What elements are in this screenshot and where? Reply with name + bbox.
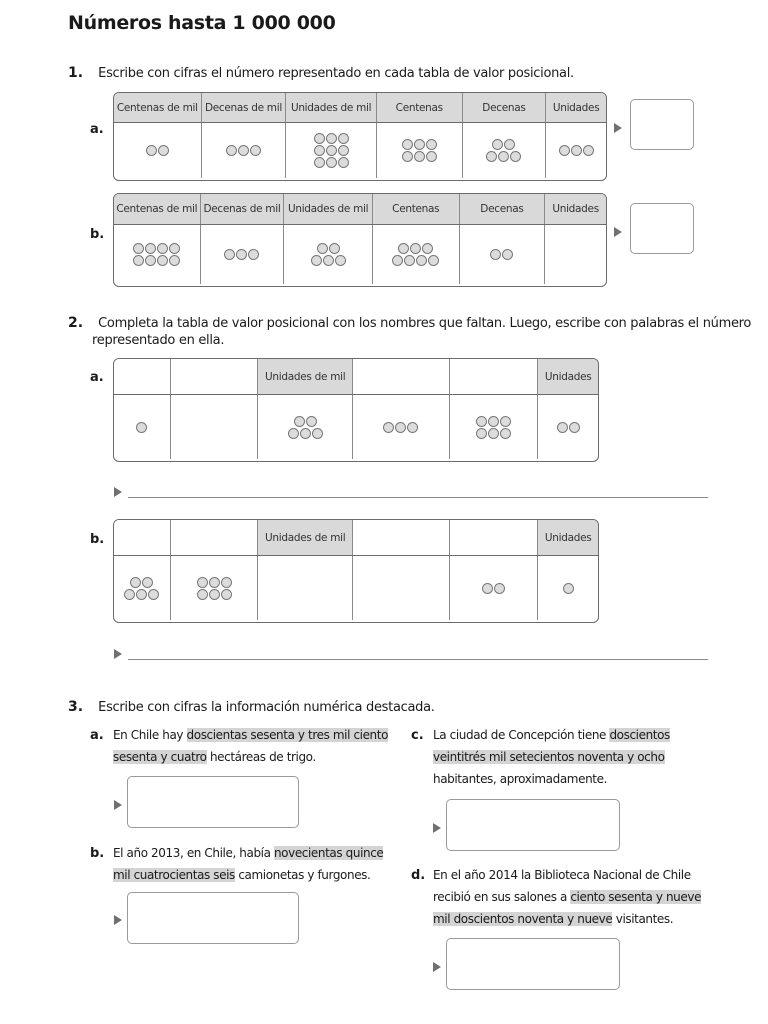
counter-dot <box>583 145 594 156</box>
counter-dot <box>169 255 180 266</box>
header-cell: Centenas <box>373 194 460 224</box>
counter-dot <box>426 139 437 150</box>
counter-group <box>311 243 346 266</box>
item-label: b. <box>90 846 105 861</box>
counter-dot <box>248 249 259 260</box>
header-cell: Unidades de mil <box>258 520 353 555</box>
counter-dot <box>238 145 249 156</box>
table-counter-row <box>114 395 598 459</box>
question-text: Completa la tabla de valor posicional con los nombres que faltan. Luego, escribe con palabras el número <box>98 316 752 331</box>
counter-dot <box>428 255 439 266</box>
item-label: a. <box>90 122 104 137</box>
counter-dot <box>326 145 337 156</box>
header-blank-cell[interactable] <box>353 359 450 394</box>
counter-dot <box>311 255 322 266</box>
counter-cell <box>545 225 606 284</box>
counter-dot <box>130 577 141 588</box>
item-label: b. <box>90 532 105 547</box>
counter-group <box>490 249 513 260</box>
counter-dot <box>133 243 144 254</box>
counter-dot <box>416 255 427 266</box>
place-value-table-2a[interactable] <box>113 358 599 462</box>
table-counter-row <box>114 225 606 284</box>
counter-group <box>563 583 574 594</box>
header-cell: Unidades <box>544 370 592 383</box>
question-3-header <box>68 696 435 715</box>
counter-dot <box>326 133 337 144</box>
counter-dot <box>124 589 135 600</box>
highlighted-number: doscientos <box>609 728 670 742</box>
counter-dot <box>488 416 499 427</box>
item-label: a. <box>90 728 104 743</box>
counter-dot <box>486 151 497 162</box>
counter-group <box>133 243 180 266</box>
counter-cell <box>114 395 171 459</box>
arrow-right-icon <box>114 487 122 497</box>
counter-group <box>288 416 323 439</box>
item-3d-text <box>433 864 733 930</box>
counter-dot <box>221 577 232 588</box>
answer-box-3d[interactable] <box>446 938 620 990</box>
counter-dot <box>563 583 574 594</box>
counter-dot <box>404 255 415 266</box>
header-blank-cell[interactable] <box>171 359 259 394</box>
text: La ciudad de Concepción tiene <box>433 728 610 742</box>
counter-dot <box>569 422 580 433</box>
counter-cell <box>114 123 202 178</box>
counter-dot <box>338 157 349 168</box>
counter-dot <box>236 249 247 260</box>
table-counter-row <box>114 123 606 178</box>
counter-dot <box>209 589 220 600</box>
counter-dot <box>482 583 493 594</box>
header-cell: Decenas de mil <box>201 194 285 224</box>
counter-dot <box>559 145 570 156</box>
counter-group <box>224 249 259 260</box>
answer-box-3c[interactable] <box>446 799 620 851</box>
counter-dot <box>306 416 317 427</box>
header-cell: Centenas de mil <box>114 93 202 122</box>
arrow-right-icon <box>614 123 622 133</box>
item-label: a. <box>90 370 104 385</box>
table-header-row <box>114 194 606 225</box>
counter-cell <box>171 395 259 459</box>
question-number: 2. <box>68 315 84 331</box>
header-blank-cell[interactable] <box>171 520 259 555</box>
counter-dot <box>510 151 521 162</box>
answer-line-2b[interactable] <box>128 659 708 660</box>
counter-dot <box>226 145 237 156</box>
counter-group <box>486 139 521 162</box>
counter-dot <box>571 145 582 156</box>
text: recibió en sus salones a <box>433 890 571 904</box>
counter-dot <box>426 151 437 162</box>
counter-dot <box>250 145 261 156</box>
counter-group <box>392 243 439 266</box>
text: camionetas y furgones. <box>234 868 371 882</box>
counter-dot <box>414 151 425 162</box>
text: El año 2013, en Chile, había <box>113 846 274 860</box>
counter-dot <box>323 255 334 266</box>
highlighted-number: veintitrés mil setecientos noventa y ocho <box>433 750 665 764</box>
counter-group <box>482 583 505 594</box>
counter-group <box>559 145 594 156</box>
counter-group <box>383 422 418 433</box>
header-blank-cell[interactable] <box>450 359 539 394</box>
answer-box-3b[interactable] <box>127 892 299 944</box>
item-label: c. <box>411 728 424 743</box>
counter-cell <box>114 225 201 284</box>
question-text: Escribe con cifras el número representado en cada tabla de valor posicional. <box>98 66 574 81</box>
counter-dot <box>221 589 232 600</box>
header-blank-cell[interactable] <box>114 359 171 394</box>
counter-cell <box>114 556 171 620</box>
counter-group <box>476 416 511 439</box>
counter-cell <box>373 225 460 284</box>
counter-cell <box>460 225 546 284</box>
item-3a-text <box>113 724 403 768</box>
table-header-row <box>114 93 606 123</box>
counter-dot <box>498 151 509 162</box>
header-cell: Unidades de mil <box>286 93 377 122</box>
counter-cell <box>463 123 547 178</box>
arrow-right-icon <box>114 915 122 925</box>
text: habitantes, aproximadamente. <box>433 772 607 786</box>
text: En el año 2014 la Biblioteca Nacional de Chile <box>433 868 691 882</box>
counter-cell <box>538 395 598 459</box>
counter-dot <box>136 589 147 600</box>
highlighted-number: mil doscientos noventa y nueve <box>433 912 613 926</box>
counter-cell <box>201 225 285 284</box>
counter-dot <box>157 243 168 254</box>
counter-dot <box>148 589 159 600</box>
header-cell: Unidades <box>544 531 592 544</box>
header-cell: Unidades <box>552 203 599 215</box>
counter-dot <box>197 577 208 588</box>
counter-dot <box>398 243 409 254</box>
arrow-right-icon <box>114 649 122 659</box>
item-3c-text <box>433 724 733 790</box>
counter-group <box>146 145 169 156</box>
counter-dot <box>314 133 325 144</box>
arrow-right-icon <box>114 800 122 810</box>
counter-dot <box>317 243 328 254</box>
counter-cell <box>202 123 287 178</box>
counter-cell <box>284 225 373 284</box>
counter-dot <box>329 243 340 254</box>
answer-box-1a[interactable] <box>630 99 694 150</box>
arrow-right-icon <box>433 823 441 833</box>
counter-dot <box>136 422 147 433</box>
counter-dot <box>133 255 144 266</box>
counter-cell <box>450 395 539 459</box>
highlighted-number: novecientas quince <box>273 846 384 860</box>
text: visitantes. <box>612 912 674 926</box>
question-text: Escribe con cifras la información numérica destacada. <box>98 700 435 715</box>
counter-dot <box>338 145 349 156</box>
counter-cell <box>171 556 259 620</box>
item-3b-text <box>113 842 403 886</box>
place-value-table-1a <box>113 92 607 181</box>
counter-dot <box>557 422 568 433</box>
item-label: b. <box>90 227 105 242</box>
counter-dot <box>494 583 505 594</box>
counter-dot <box>490 249 501 260</box>
counter-cell <box>546 123 606 178</box>
highlighted-number: doscientas sesenta y tres mil ciento <box>186 728 389 742</box>
header-cell: Unidades <box>552 101 600 114</box>
counter-dot <box>476 428 487 439</box>
counter-cell <box>377 123 463 178</box>
counter-dot <box>326 157 337 168</box>
counter-dot <box>145 255 156 266</box>
counter-dot <box>338 133 349 144</box>
counter-cell <box>353 395 450 459</box>
counter-dot <box>145 243 156 254</box>
answer-line-2a[interactable] <box>128 497 708 498</box>
question-2-header <box>68 312 751 331</box>
header-cell: Unidades de mil <box>258 359 353 394</box>
text: hectáreas de trigo. <box>206 750 316 764</box>
counter-dot <box>224 249 235 260</box>
counter-group <box>314 133 349 168</box>
counter-dot <box>169 243 180 254</box>
counter-dot <box>314 145 325 156</box>
counter-dot <box>146 145 157 156</box>
highlighted-number: ciento sesenta y nueve <box>570 890 702 904</box>
counter-cell <box>258 395 353 459</box>
counter-dot <box>422 243 433 254</box>
counter-group <box>226 145 261 156</box>
counter-dot <box>504 139 515 150</box>
counter-dot <box>392 255 403 266</box>
table-counter-row <box>114 556 598 620</box>
counter-dot <box>383 422 394 433</box>
counter-group <box>557 422 580 433</box>
counter-dot <box>492 139 503 150</box>
counter-dot <box>158 145 169 156</box>
item-label: d. <box>411 868 426 883</box>
counter-group <box>124 577 159 600</box>
place-value-table-2b[interactable] <box>113 519 599 623</box>
highlighted-number: mil cuatrocientas seis <box>113 868 235 882</box>
counter-dot <box>157 255 168 266</box>
header-cell: Decenas de mil <box>202 93 287 122</box>
counter-dot <box>300 428 311 439</box>
counter-dot <box>414 139 425 150</box>
question-text-continued: representado en ella. <box>92 333 225 348</box>
counter-group <box>197 577 232 600</box>
counter-dot <box>314 157 325 168</box>
counter-dot <box>209 577 220 588</box>
question-1-header <box>68 62 574 81</box>
counter-dot <box>502 249 513 260</box>
header-cell: Unidades de mil <box>284 194 373 224</box>
header-blank-cell[interactable] <box>353 520 450 555</box>
counter-group <box>402 139 437 162</box>
counter-dot <box>402 139 413 150</box>
counter-cell <box>538 556 598 620</box>
counter-dot <box>488 428 499 439</box>
counter-cell <box>258 556 353 620</box>
counter-dot <box>197 589 208 600</box>
counter-dot <box>142 577 153 588</box>
arrow-right-icon <box>433 962 441 972</box>
counter-dot <box>500 428 511 439</box>
counter-dot <box>402 151 413 162</box>
question-number: 3. <box>68 699 84 715</box>
highlighted-number: sesenta y cuatro <box>113 750 207 764</box>
table-header-row <box>114 520 598 556</box>
header-blank-cell[interactable] <box>450 520 539 555</box>
arrow-right-icon <box>614 227 622 237</box>
counter-dot <box>476 416 487 427</box>
counter-cell <box>450 556 539 620</box>
counter-dot <box>288 428 299 439</box>
header-cell: Decenas <box>460 194 546 224</box>
counter-dot <box>312 428 323 439</box>
counter-dot <box>294 416 305 427</box>
text: En Chile hay <box>113 728 187 742</box>
counter-dot <box>500 416 511 427</box>
page-title: Números hasta 1 000 000 <box>68 12 336 34</box>
place-value-table-1b <box>113 193 607 287</box>
answer-box-1b[interactable] <box>630 203 694 254</box>
header-cell: Centenas <box>377 93 463 122</box>
header-cell: Decenas <box>463 93 547 122</box>
answer-box-3a[interactable] <box>127 776 299 828</box>
table-header-row <box>114 359 598 395</box>
counter-dot <box>335 255 346 266</box>
counter-group <box>136 422 147 433</box>
header-blank-cell[interactable] <box>114 520 171 555</box>
counter-dot <box>407 422 418 433</box>
counter-cell <box>286 123 377 178</box>
question-number: 1. <box>68 65 84 81</box>
header-cell: Centenas de mil <box>114 194 201 224</box>
counter-dot <box>395 422 406 433</box>
counter-dot <box>410 243 421 254</box>
counter-cell <box>353 556 450 620</box>
